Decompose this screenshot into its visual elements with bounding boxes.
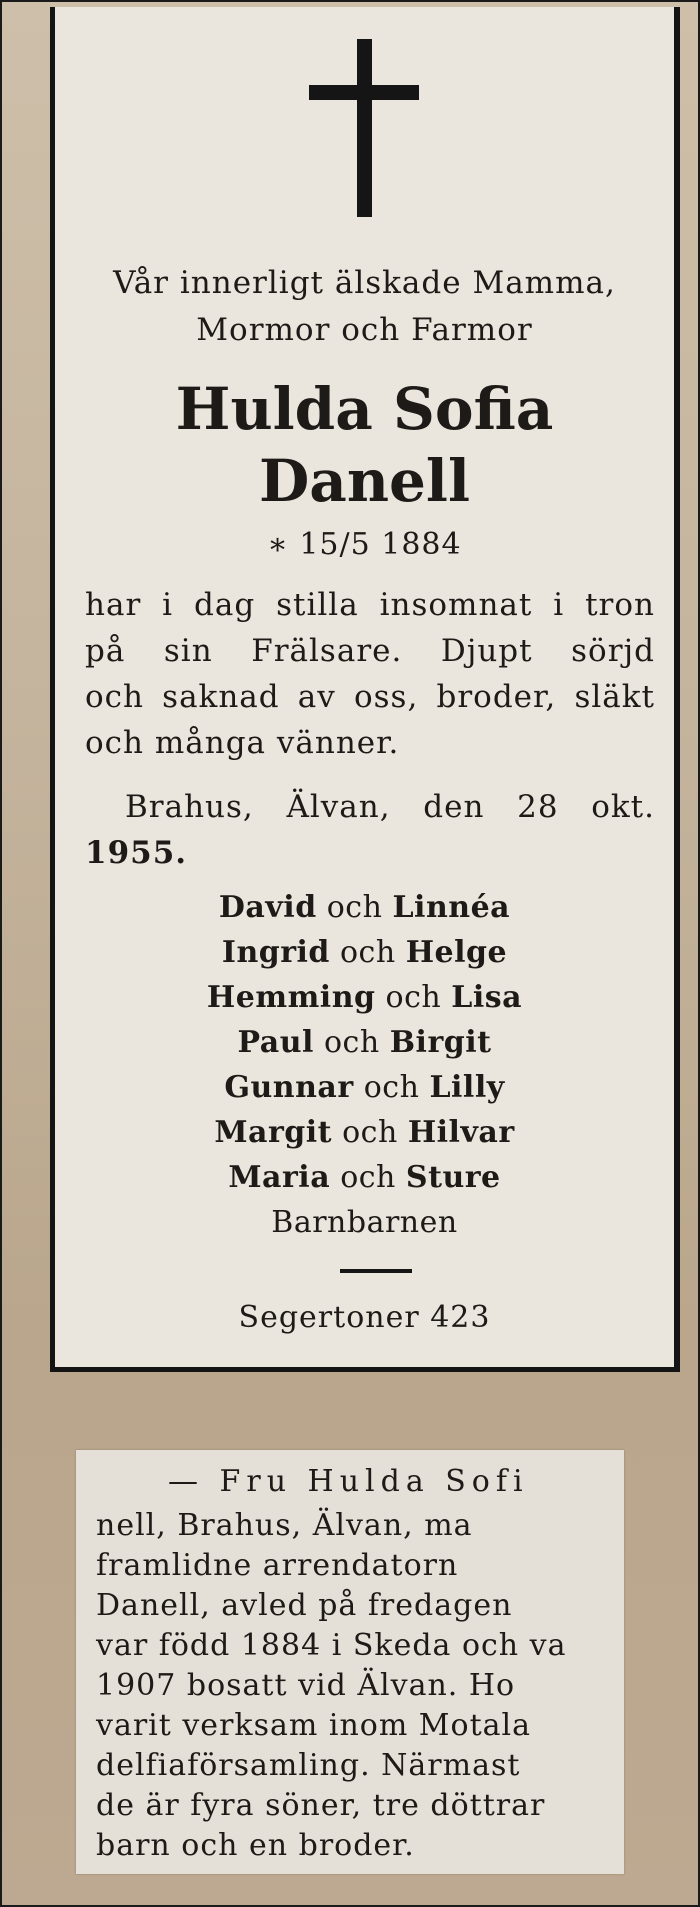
- year: 1955.: [85, 835, 188, 871]
- signer-row: Hemming och Lisa: [206, 980, 523, 1015]
- body-line-3: och saknad av oss, broder, släkt: [85, 679, 655, 715]
- obituary-notice: [50, 7, 680, 1372]
- clipping-line: delfiaförsamling. Närmast: [96, 1748, 521, 1783]
- clipping-line: barn och en broder.: [96, 1828, 415, 1863]
- news-clipping: [76, 1450, 624, 1874]
- intro-line-1: Vår innerligt älskade Mamma,: [113, 265, 616, 301]
- body-line-1: har i dag stilla insomnat i tron: [85, 587, 655, 623]
- grandchildren-label: Barnbarnen: [271, 1205, 458, 1240]
- clipping-line: framlidne arrendatorn: [96, 1548, 459, 1583]
- cross-icon: [309, 39, 419, 217]
- signer-row: Paul och Birgit: [237, 1025, 492, 1060]
- clipping-line: de är fyra söner, tre döttrar: [96, 1788, 546, 1823]
- clipping-line: varit verksam inom Motala: [96, 1708, 532, 1743]
- hymn-reference: Segertoner 423: [238, 1300, 491, 1335]
- body-line-4: och många vänner.: [85, 725, 400, 761]
- clipping-line: nell, Brahus, Älvan, ma: [96, 1508, 473, 1543]
- body-line-2: på sin Frälsare. Djupt sörjd: [85, 633, 655, 669]
- signer-row: Maria och Sture: [228, 1160, 501, 1195]
- deceased-name-last: Danell: [258, 447, 470, 515]
- place-date: Brahus, Älvan, den 28 okt.: [125, 789, 655, 825]
- clipping-line: Danell, avled på fredagen: [96, 1588, 513, 1623]
- clipping-line: — Fru Hulda Sofi: [168, 1464, 529, 1499]
- birth-date: ∗ 15/5 1884: [267, 527, 462, 562]
- clipping-line: var född 1884 i Skeda och va: [96, 1628, 567, 1663]
- signer-row: Gunnar och Lilly: [224, 1070, 505, 1105]
- deceased-name-first: Hulda Sofia: [175, 375, 554, 443]
- intro-line-2: Mormor och Farmor: [196, 312, 533, 348]
- signer-row: Margit och Hilvar: [214, 1115, 515, 1150]
- clipping-line: 1907 bosatt vid Älvan. Ho: [96, 1668, 516, 1703]
- signer-row: Ingrid och Helge: [221, 935, 508, 970]
- signer-row: David och Linnéa: [218, 890, 511, 925]
- divider: [340, 1269, 412, 1273]
